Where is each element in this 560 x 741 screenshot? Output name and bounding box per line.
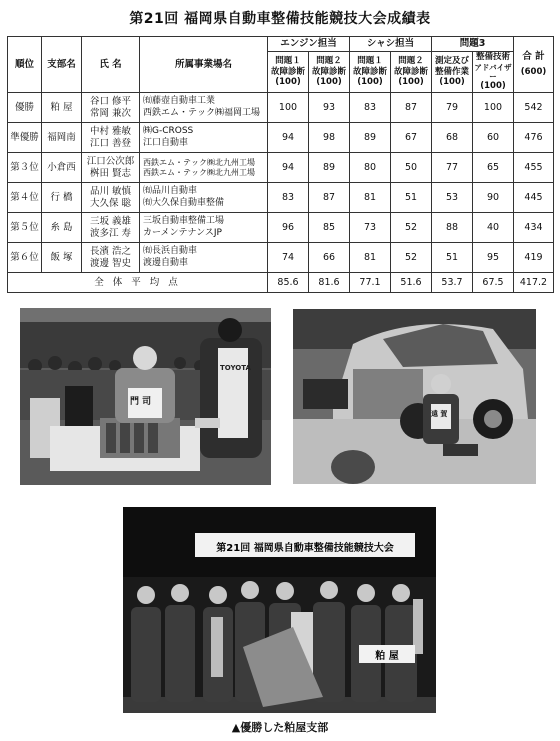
result-row [8,93,554,123]
total-cell: 419 [514,243,554,273]
result-row [8,183,554,213]
members-cell: 谷口 修平 常岡 兼次 [82,93,140,123]
members-cell: 長濱 浩之 渡邊 智史 [82,243,140,273]
photo-engine-competition [20,308,271,485]
total-cell: 445 [514,183,554,213]
header-branch: 支部名 [42,37,82,93]
score-cell: 79 [432,93,473,123]
score-cell: 40 [473,213,514,243]
average-score: 67.5 [473,273,514,293]
score-cell: 96 [268,213,309,243]
branch-cell: 糸 島 [42,213,82,243]
score-cell: 60 [473,123,514,153]
score-cell: 53 [432,183,473,213]
score-cell: 52 [391,213,432,243]
average-score: 81.6 [309,273,350,293]
score-cell: 51 [432,243,473,273]
score-cell: 68 [432,123,473,153]
rank-cell: 準優勝 [8,123,42,153]
companies-cell: 西鉄エム・テック㈱北九州工場 西鉄エム・テック㈱北九州工場 [140,153,268,183]
score-cell: 67 [391,123,432,153]
vest-label-onga: 遠 賀 [431,410,448,418]
average-score: 53.7 [432,273,473,293]
score-cell: 100 [268,93,309,123]
page-title: 第21回 福岡県自動車整備技能競技大会成績表 [129,11,431,27]
rank-cell: 第４位 [8,183,42,213]
result-row [8,123,554,153]
header-q3: 問題3 [432,37,514,52]
score-cell: 88 [432,213,473,243]
average-label: 全 体 平 均 点 [8,273,268,293]
vest-label-moji: 門 司 [130,397,152,407]
rank-cell: 第６位 [8,243,42,273]
score-cell: 83 [268,183,309,213]
score-cell: 66 [309,243,350,273]
header-engine: エンジン担当 [268,37,350,52]
average-score: 85.6 [268,273,309,293]
results-table [7,36,554,293]
result-row [8,243,554,273]
companies-cell: ㈲長浜自動車 渡邊自動車 [140,243,268,273]
companies-cell: ㈲品川自動車 ㈲大久保自動車整備 [140,183,268,213]
result-row [8,153,554,183]
score-cell: 52 [391,243,432,273]
photo-chassis-competition [293,309,536,484]
total-cell: 434 [514,213,554,243]
members-cell: 品川 敏慎 大久保 聡 [82,183,140,213]
score-cell: 65 [473,153,514,183]
score-cell: 74 [268,243,309,273]
score-cell: 85 [309,213,350,243]
score-cell: 87 [391,93,432,123]
average-total: 417.2 [514,273,554,293]
score-cell: 81 [350,183,391,213]
total-cell: 476 [514,123,554,153]
companies-cell: ㈱G-CROSS 江口自動車 [140,123,268,153]
header-engine-q2: 問題２ 故障診断 (100) [309,52,350,93]
branch-cell: 小倉西 [42,153,82,183]
branch-cell: 行 橋 [42,183,82,213]
header-chassis: シャシ担当 [350,37,432,52]
score-cell: 90 [473,183,514,213]
total-cell: 542 [514,93,554,123]
average-score: 51.6 [391,273,432,293]
score-cell: 100 [473,93,514,123]
score-cell: 80 [350,153,391,183]
rank-cell: 優勝 [8,93,42,123]
score-cell: 83 [350,93,391,123]
total-cell: 455 [514,153,554,183]
companies-cell: 三坂自動車整備工場 カーメンテナンスJP [140,213,268,243]
jacket-label-toyota: TOYOTA [220,364,251,372]
members-cell: 三坂 義雄 波多江 寿 [82,213,140,243]
score-cell: 95 [473,243,514,273]
header-company: 所属事業場名 [140,37,268,93]
header-rank: 順位 [8,37,42,93]
companies-cell: ㈲藤壺自動車工業 西鉄エム・テック㈱福岡工場 [140,93,268,123]
members-cell: 江口公次郎 桝田 賢志 [82,153,140,183]
header-q3-measure: 測定及び 整備作業 (100) [432,52,473,93]
branch-cell: 福岡南 [42,123,82,153]
score-cell: 87 [309,183,350,213]
team-sign-kasuya: 粕 屋 [375,651,399,662]
rank-cell: 第５位 [8,213,42,243]
score-cell: 51 [391,183,432,213]
average-row [8,273,554,293]
rank-cell: 第３位 [8,153,42,183]
score-cell: 93 [309,93,350,123]
score-cell: 98 [309,123,350,153]
score-cell: 94 [268,123,309,153]
event-banner: 第21回 福岡県自動車整備技能競技大会 [216,543,394,554]
header-name: 氏 名 [82,37,140,93]
header-total: 合 計 (600) [514,37,554,93]
branch-cell: 飯 塚 [42,243,82,273]
score-cell: 50 [391,153,432,183]
header-engine-q1: 問題１ 故障診断 (100) [268,52,309,93]
score-cell: 81 [350,243,391,273]
score-cell: 89 [309,153,350,183]
score-cell: 73 [350,213,391,243]
members-cell: 中村 雅敏 江口 善登 [82,123,140,153]
header-chassis-q1: 問題１ 故障診断 (100) [350,52,391,93]
result-row [8,213,554,243]
score-cell: 89 [350,123,391,153]
average-score: 77.1 [350,273,391,293]
header-q3-advisor: 整備技術 アドバイザー (100) [474,52,512,92]
branch-cell: 粕 屋 [42,93,82,123]
photo-caption: ▲優勝した粕屋支部 [231,721,329,734]
score-cell: 94 [268,153,309,183]
photo-winning-team [123,507,436,713]
header-chassis-q2: 問題２ 故障診断 (100) [391,52,432,93]
score-cell: 77 [432,153,473,183]
